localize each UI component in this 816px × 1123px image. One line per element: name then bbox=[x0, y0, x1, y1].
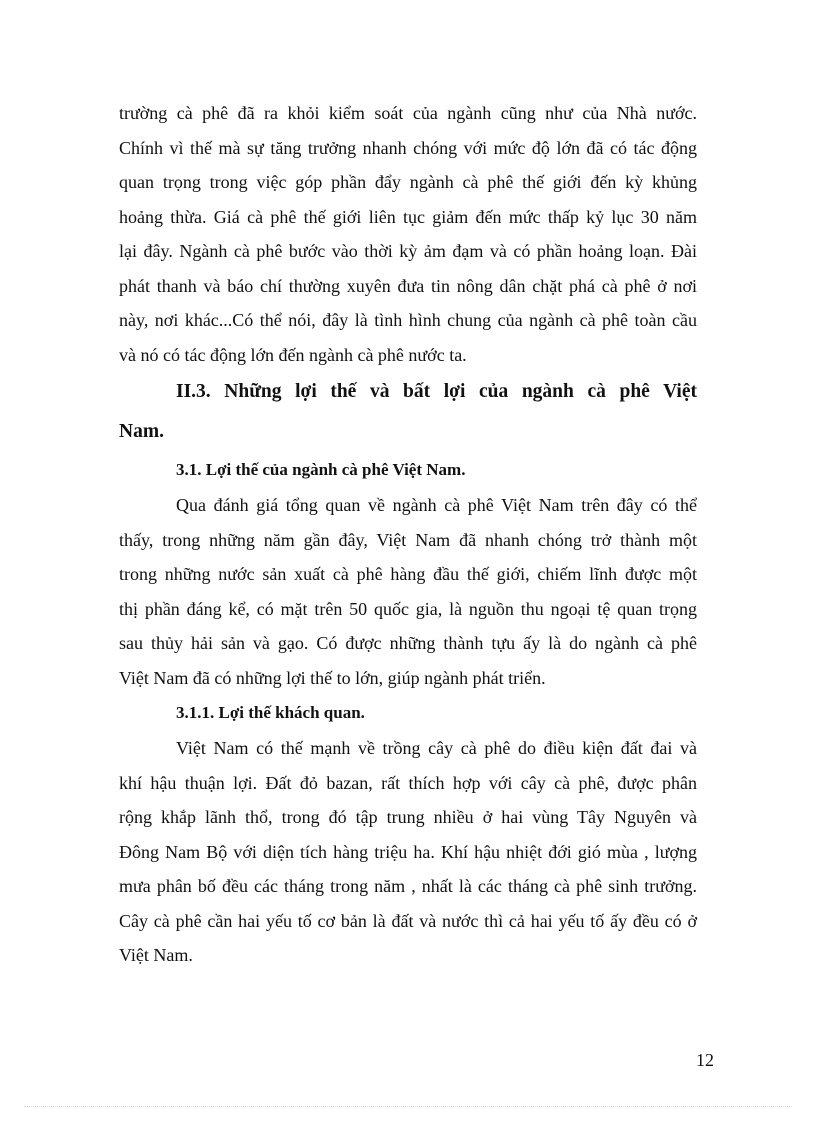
section-heading-line: Nam. bbox=[119, 421, 164, 442]
footer-divider bbox=[24, 1106, 792, 1107]
page-number: 12 bbox=[696, 1050, 714, 1070]
text-line: trong những nước sản xuất cà phê hàng đầu thế giới, chiếm lĩnh được một bbox=[119, 564, 697, 584]
subheading-advantages: 3.1. Lợi thế của ngành cà phê Việt Nam. bbox=[176, 460, 466, 479]
text-line: và nó có tác động lớn đến ngành cà phê nước ta. bbox=[119, 344, 467, 365]
text-line: sau thủy hải sản và gạo. Có được những thành tựu ấy là do ngành cà phê bbox=[119, 633, 697, 653]
text-line: trường cà phê đã ra khỏi kiểm soát của ngành cũng như của Nhà nước. bbox=[119, 103, 697, 123]
text-line: thị phần đáng kể, có mặt trên 50 quốc gia, là nguồn thu ngoại tệ quan trọng bbox=[119, 598, 697, 619]
text-line: Việt Nam có thế mạnh về trồng cây cà phê do điều kiện đất đai và bbox=[176, 738, 697, 758]
text-line: hoảng thừa. Giá cà phê thế giới liên tục giảm đến mức thấp kỷ lục 30 năm bbox=[119, 206, 697, 227]
page-content bbox=[119, 96, 697, 973]
text-line: Cây cà phê cần hai yếu tố cơ bản là đất và nước thì cả hai yếu tố ấy đều có ở bbox=[119, 910, 697, 931]
text-line: thấy, trong những năm gần đây, Việt Nam đã nhanh chóng trở thành một bbox=[119, 529, 697, 550]
subheading-objective-advantages: 3.1.1. Lợi thế khách quan. bbox=[176, 703, 365, 722]
text-line: Việt Nam đã có những lợi thế to lớn, giúp ngành phát triển. bbox=[119, 667, 546, 688]
section-heading-line: II.3. Những lợi thế và bất lợi của ngành cà phê Việt bbox=[176, 381, 697, 402]
text-line: quan trọng trong việc góp phần đẩy ngành cà phê thế giới đến kỳ khủng bbox=[119, 172, 697, 192]
text-line: khí hậu thuận lợi. Đất đỏ bazan, rất thích hợp với cây cà phê, được phân bbox=[119, 772, 697, 793]
text-line: lại đây. Ngành cà phê bước vào thời kỳ ảm đạm và có phần hoảng loạn. Đài bbox=[119, 241, 697, 261]
section-heading bbox=[119, 372, 697, 452]
paragraph-context bbox=[119, 96, 697, 372]
paragraph-overview bbox=[119, 488, 697, 695]
paragraph-objective bbox=[119, 731, 697, 973]
text-line: Qua đánh giá tổng quan về ngành cà phê Việt Nam trên đây có thể bbox=[176, 495, 697, 515]
text-line: phát thanh và báo chí thường xuyên đưa tin nông dân chặt phá cà phê ở nơi bbox=[119, 275, 697, 296]
text-line: Việt Nam. bbox=[119, 945, 193, 965]
text-line: Chính vì thế mà sự tăng trưởng nhanh chóng với mức độ lớn đã có tác động bbox=[119, 137, 697, 158]
text-line: Đông Nam Bộ với diện tích hàng triệu ha. Khí hậu nhiệt đới gió mùa , lượng bbox=[119, 841, 697, 862]
text-line: rộng khắp lãnh thổ, trong đó tập trung nhiều ở hai vùng Tây Nguyên và bbox=[119, 807, 697, 827]
text-line: này, nơi khác...Có thể nói, đây là tình hình chung của ngành cà phê toàn cầu bbox=[119, 310, 697, 330]
text-line: mưa phân bố đều các tháng trong năm , nhất là các tháng cà phê sinh trưởng. bbox=[119, 876, 697, 896]
